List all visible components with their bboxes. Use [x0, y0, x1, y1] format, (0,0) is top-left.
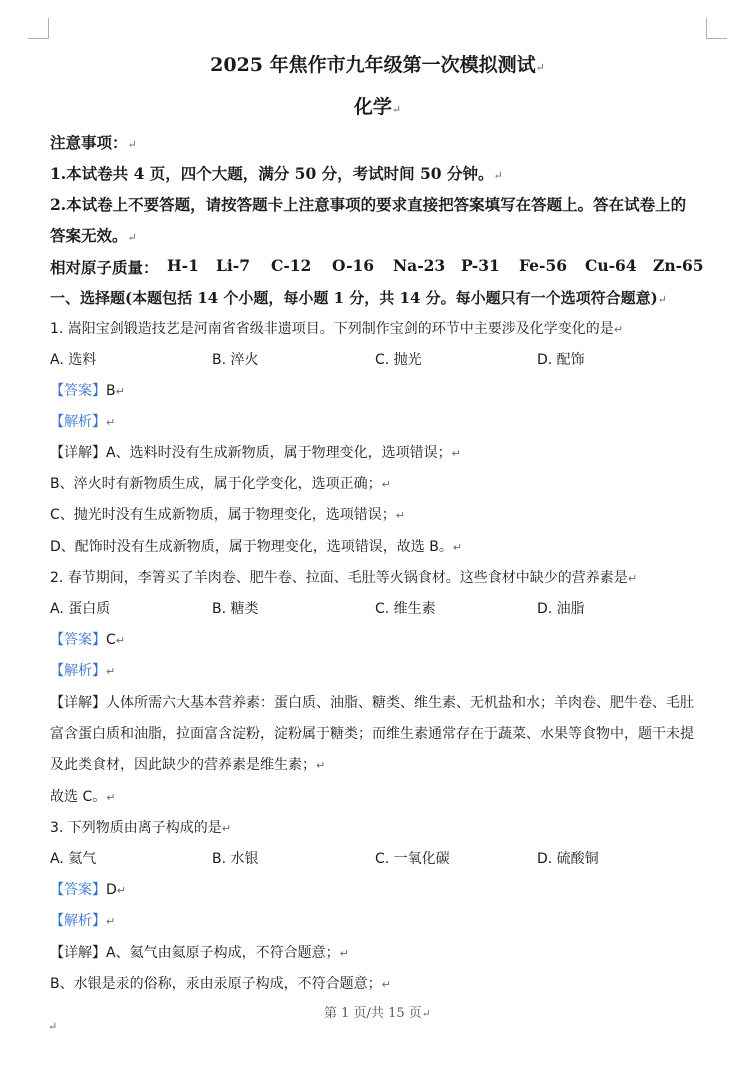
q3-options	[50, 848, 715, 868]
q1-option-b: B. 淬火	[212, 352, 259, 368]
q1-answer: 【答案】B↵	[50, 383, 125, 399]
q2-option-a: A. 蛋白质	[50, 601, 111, 617]
q1-option-a: A. 选料	[50, 352, 97, 368]
corner-mark-top-right	[706, 18, 727, 39]
q2-stem: 2. 春节期间，李箐买了羊肉卷、肥牛卷、拉面、毛肚等火锅食材。这些食材中缺少的营养素是↵	[50, 570, 638, 586]
q1-option-d: D. 配饰	[537, 352, 585, 368]
atomic-mass-na: Na-23	[393, 256, 446, 275]
q3-detail-a: 【详解】A、氦气由氦原子构成，不符合题意；↵	[50, 945, 349, 961]
corner-mark-top-left	[28, 18, 49, 39]
q3-option-b: B. 水银	[212, 851, 259, 867]
q2-option-d: D. 油脂	[537, 601, 585, 617]
q3-analysis-tag: 【解析】↵	[50, 913, 116, 929]
q3-option-c: C. 一氧化碳	[375, 851, 450, 867]
atomic-mass-o: O-16	[332, 256, 375, 275]
subject-title: 化学↵	[353, 96, 402, 118]
q1-detail-d: D、配饰时没有生成新物质，属于物理变化，选项错误，故选 B。↵	[50, 539, 463, 555]
q3-option-d: D. 硫酸铜	[537, 851, 599, 867]
q2-conclusion: 故选 C。↵	[50, 789, 116, 805]
q2-detail-line3: 及此类食材，因此缺少的营养素是维生素；↵	[50, 757, 326, 773]
q2-option-b: B. 糖类	[212, 601, 259, 617]
exam-title: 2025 年焦作市九年级第一次模拟测试↵	[210, 54, 545, 76]
q2-detail-line1: 【详解】人体所需六大基本营养素：蛋白质、油脂、糖类、维生素、无机盐和水；羊肉卷、肥牛卷、毛肚	[50, 695, 694, 711]
answer-tag: 【答案】	[50, 383, 106, 399]
atomic-mass-li: Li-7	[216, 256, 251, 275]
atomic-mass-row: 相对原子质量： H-1 Li-7 C-12 O-16 Na-23 P-31 Fe-56 Cu-64 Zn-65	[50, 256, 704, 277]
q1-analysis-tag: 【解析】↵	[50, 414, 116, 430]
q2-answer: 【答案】C↵	[50, 632, 125, 648]
notes-heading: 注意事项：↵	[50, 133, 137, 152]
atomic-mass-fe: Fe-56	[519, 256, 568, 275]
q3-option-a: A. 氦气	[50, 851, 97, 867]
paragraph-mark: ↵	[48, 1020, 58, 1033]
q1-detail-c: C、抛光时没有生成新物质，属于物理变化，选项错误；↵	[50, 507, 405, 523]
q2-options	[50, 598, 715, 618]
notes-item-2-line2: 答案无效。↵	[50, 226, 137, 245]
q1-stem: 1. 嵩阳宝剑锻造技艺是河南省省级非遗项目。下列制作宝剑的环节中主要涉及化学变化的是↵	[50, 321, 624, 337]
q1-options	[50, 349, 715, 369]
atomic-mass-h: H-1	[167, 256, 199, 275]
atomic-mass-c: C-12	[271, 256, 312, 275]
notes-item-2-line1: 2.本试卷上不要答题，请按答题卡上注意事项的要求直接把答案填写在答题上。答在试卷上的	[50, 195, 687, 214]
detail-tag: 【详解】	[50, 445, 106, 461]
q2-detail-line2: 富含蛋白质和油脂，拉面富含淀粉，淀粉属于糖类；而维生素通常存在于蔬菜、水果等食物中，题干未提	[50, 726, 694, 742]
atomic-mass-p: P-31	[461, 256, 500, 275]
atomic-mass-cu: Cu-64	[585, 256, 637, 275]
q3-answer: 【答案】D↵	[50, 882, 126, 898]
notes-item-1: 1.本试卷共 4 页，四个大题，满分 50 分，考试时间 50 分钟。↵	[50, 164, 503, 183]
q1-detail-a: 【详解】A、选料时没有生成新物质，属于物理变化，选项错误；↵	[50, 445, 461, 461]
section-heading: 一、选择题(本题包括 14 个小题，每小题 1 分，共 14 分。每小题只有一个选项符合题意)↵	[50, 289, 667, 307]
page-footer: 第 1 页/共 15 页↵	[324, 1006, 431, 1021]
q1-detail-b: B、淬火时有新物质生成，属于化学变化，选项正确；↵	[50, 476, 391, 492]
q2-analysis-tag: 【解析】↵	[50, 663, 116, 679]
atomic-mass-zn: Zn-65	[653, 256, 704, 275]
q2-option-c: C. 维生素	[375, 601, 436, 617]
q1-option-c: C. 抛光	[375, 352, 422, 368]
q3-detail-b: B、水银是汞的俗称，汞由汞原子构成，不符合题意；↵	[50, 976, 391, 992]
q3-stem: 3. 下列物质由离子构成的是↵	[50, 820, 232, 836]
